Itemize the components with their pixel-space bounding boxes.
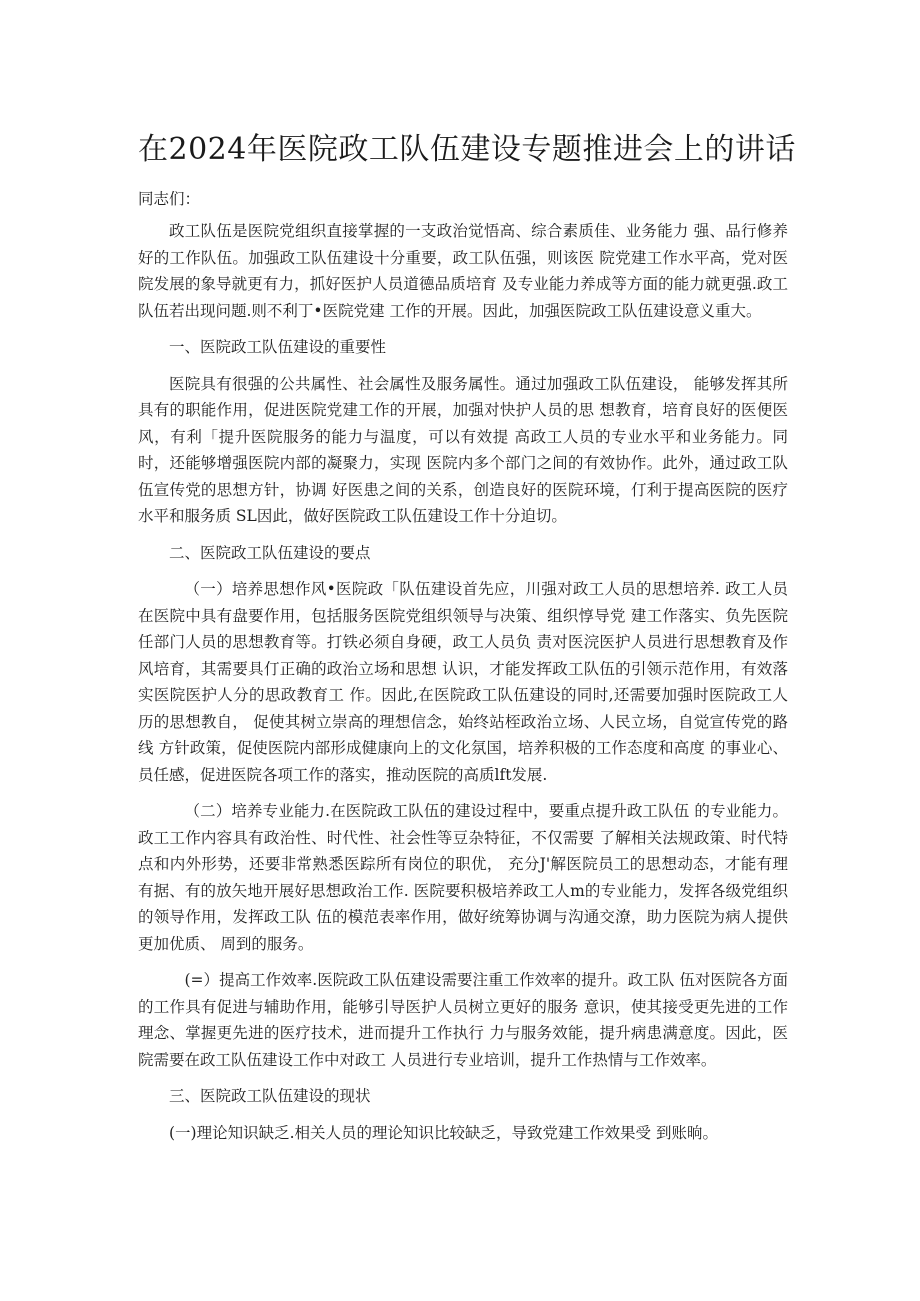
paragraph-efficiency: (=）提高工作效率.医院政工队伍建设需要注重工作效率的提升。政工队 伍对医院各方面的工作具有促进与辅助作用，能够引导医护人员树立更好的服务 意识，使其接受更先进的工作理念、掌握更先进的医疗技术，进而提升工作执行 力与服务效能，提升病患满意度。因此，医院需要在政工队伍建设工作中对政工 人员进行专业培训，提升工作热情与工作效率。 (138, 971, 788, 1069)
paragraph-professional: （二）培养专业能力.在医院政工队伍的建设过程中，要重点提升政工队伍 的专业能力。政工工作内容具有政治性、时代性、社会性等豆杂特征，不仅需要 了解相关法规政策、时代特点和内外形势，还要非常熟悉医踪所有岗位的职优， 充分J'解医院员工的思想动态，才能有理有据、有的放矢地开展好思想政治工作. 医院要积极培养政工人m的专业能力，发挥各级党组织的领导作用，发挥政工队 伍的模范表率作用，做好统筹协调与沟通交潦，助力医院为病人提供更加优质、 周到的服务。 (138, 802, 788, 953)
paragraph-ideology: （一）培养思想作风•医院政「队伍建设首先应，川强对政工人员的思想培养. 政工人员在医院中具有盘要作用，包括服务医院党组织领导与决策、组织惇导党 建工作落实、负先医院任部门人员的思想教育等。打铁必须自身硬，政工人员负 责对医浣医护人员进行思想教育及作风培育，其需要具仃正确的政治立场和思想 认识，才能发挥政工队伍的引领示范作用，有效落实医院医护人分的思政教育工 作。因此,在医院政工队伍建设的同时,还需要加强时医院政工人历的思想教自， 促使其树立崇高的理想信念，始终站桎政治立场、人民立场，自觉宣传党的路线 方针政策，促使医院内部形成健康向上的文化氛国，培养积极的工作态度和高度 的事业心、员任感，促进医院各项工作的落实，推动医院的高质lft发展. (138, 580, 788, 784)
salutation: 同志们： (138, 190, 201, 208)
section-heading-1: 一、医院政工队伍建设的重要性 (169, 338, 387, 356)
document-body (138, 218, 788, 1156)
paragraph-theory: (一)理论知识缺乏.相关人员的理论知识比较缺乏，导致党建工作效果受 到账晌。 (169, 1123, 718, 1142)
section-heading-2: 二、医院政工队伍建设的要点 (169, 543, 371, 562)
page-title: 在2024年医院政工队伍建设专题推进会上的讲话 (138, 132, 796, 167)
paragraph-intro: 政工队伍是医院党组织直接掌握的一支政治觉悟高、综合素质佳、业务能力 强、品行修养好的工作队伍。加强政工队伍建设十分重要，政工队伍强，则该医 院党建工作水平高，党对医院发展的象导就更有力，抓好医护人员道德品质培育 及专业能力养成等方面的能力就更强.政工队伍若出现问题.则不利丁•医院党建 工作的开展。因此，加强医院政工队伍建设意义重大。 (138, 222, 788, 320)
section-heading-3: 三、医院政工队伍建设的现状 (169, 1087, 371, 1105)
paragraph-importance: 医院具有很强的公共属性、社会属性及服务属性。通过加强政工队伍建设， 能够发挥其所具有的职能作用，促进医院党建工作的开展，加强对快护人员的思 想教育，培育良好的医便医风，有利「提升医院服务的能力与温度，可以有效提 高政工人员的专业水平和业务能力。同时，还能够增强医院内部的凝聚力，实现 医院内多个部门之间的有效协作。此外，通过政工队伍宣传党的思想方针，协调 好医患之间的关系，创造良好的医院环境，仃利于提高医院的医疗水平和服务质 SL因此，做好医院政工队伍建设工作十分迫切。 (138, 374, 788, 525)
